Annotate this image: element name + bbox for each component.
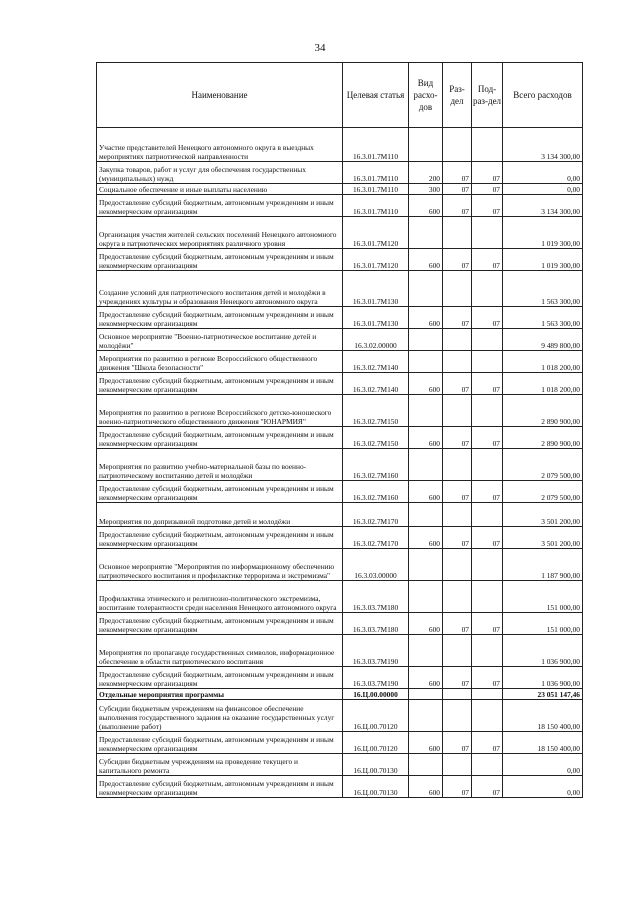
cell-section (443, 395, 472, 427)
cell-section: 07 (443, 195, 472, 217)
cell-kind: 600 (409, 427, 443, 449)
cell-subsection (472, 581, 503, 613)
cell-name: Субсидии бюджетным учреждениям на проведение текущего и капитального ремонта (97, 754, 343, 776)
cell-total: 18 150 400,00 (503, 700, 583, 732)
cell-section: 07 (443, 613, 472, 635)
cell-target: 16.3.03.7М180 (343, 581, 409, 613)
table-row (97, 271, 583, 307)
cell-target: 16.3.02.7М150 (343, 427, 409, 449)
cell-section (443, 700, 472, 732)
cell-total: 3 501 200,00 (503, 503, 583, 527)
cell-total: 2 890 900,00 (503, 395, 583, 427)
table-row (97, 329, 583, 351)
header-total: Всего расходов (503, 63, 583, 128)
table-row (97, 184, 583, 195)
cell-subsection: 07 (472, 527, 503, 549)
cell-section (443, 689, 472, 700)
cell-subsection (472, 689, 503, 700)
cell-section: 07 (443, 373, 472, 395)
cell-total: 18 150 400,00 (503, 732, 583, 754)
cell-target: 16.3.01.7М130 (343, 307, 409, 329)
cell-total: 1 563 300,00 (503, 271, 583, 307)
cell-name: Организация участия жителей сельских поселений Ненецкого автономного округа в патриотических мероприятиях различного уровня (97, 217, 343, 249)
cell-subsection (472, 754, 503, 776)
cell-total: 23 051 147,46 (503, 689, 583, 700)
cell-name: Мероприятия по развитию в регионе Всероссийского общественного движения "Школа безопасности" (97, 351, 343, 373)
cell-kind: 600 (409, 195, 443, 217)
cell-target: 16.3.01.7М130 (343, 271, 409, 307)
cell-name: Социальное обеспечение и иные выплаты населению (97, 184, 343, 195)
cell-section (443, 271, 472, 307)
header-name: Наименование (97, 63, 343, 128)
cell-target: 16.3.01.7М110 (343, 195, 409, 217)
cell-subsection (472, 217, 503, 249)
cell-target: 16.Ц.00.70120 (343, 732, 409, 754)
cell-section: 07 (443, 184, 472, 195)
cell-name: Основное мероприятие "Мероприятия по информационному обеспечению патриотического воспитания и профилактике терроризма и экстремизма" (97, 549, 343, 581)
cell-subsection (472, 329, 503, 351)
cell-name: Мероприятия по пропаганде государственных символов, информационное обеспечение в области патриотического воспитания (97, 635, 343, 667)
cell-kind (409, 503, 443, 527)
cell-section (443, 351, 472, 373)
cell-target: 16.3.01.7М110 (343, 184, 409, 195)
cell-name: Предоставление субсидий бюджетным, автономным учреждениям и иным некоммерческим организациям (97, 307, 343, 329)
cell-total: 3 501 200,00 (503, 527, 583, 549)
table-row (97, 732, 583, 754)
table-row (97, 307, 583, 329)
cell-target: 16.3.02.7М140 (343, 373, 409, 395)
cell-kind: 600 (409, 249, 443, 271)
cell-subsection (472, 700, 503, 732)
cell-target: 16.3.01.7М110 (343, 128, 409, 162)
cell-section: 07 (443, 527, 472, 549)
cell-target: 16.3.01.7М120 (343, 217, 409, 249)
cell-subsection (472, 128, 503, 162)
cell-total: 0,00 (503, 776, 583, 798)
cell-section (443, 217, 472, 249)
cell-subsection: 07 (472, 667, 503, 689)
cell-target: 16.Ц.00.70120 (343, 700, 409, 732)
cell-name: Отдельные мероприятия программы (97, 689, 343, 700)
cell-section (443, 635, 472, 667)
cell-target: 16.3.02.7М140 (343, 351, 409, 373)
cell-kind: 600 (409, 667, 443, 689)
cell-target: 16.3.03.7М180 (343, 613, 409, 635)
cell-kind: 600 (409, 776, 443, 798)
cell-kind: 600 (409, 527, 443, 549)
cell-target: 16.3.02.7М170 (343, 503, 409, 527)
table-row (97, 527, 583, 549)
table-row (97, 689, 583, 700)
cell-total: 0,00 (503, 184, 583, 195)
cell-kind (409, 395, 443, 427)
cell-subsection: 07 (472, 481, 503, 503)
cell-target: 16.Ц.00.70130 (343, 776, 409, 798)
page-number: 34 (314, 42, 326, 54)
cell-kind: 600 (409, 373, 443, 395)
cell-target: 16.3.02.00000 (343, 329, 409, 351)
cell-kind (409, 128, 443, 162)
cell-section (443, 581, 472, 613)
table-row (97, 700, 583, 732)
cell-kind (409, 351, 443, 373)
cell-kind (409, 271, 443, 307)
cell-kind: 600 (409, 481, 443, 503)
cell-name: Предоставление субсидий бюджетным, автономным учреждениям и иным некоммерческим организациям (97, 527, 343, 549)
header-subsection: Под-раз-дел (472, 63, 503, 128)
cell-name: Предоставление субсидий бюджетным, автономным учреждениям и иным некоммерческим организациям (97, 481, 343, 503)
cell-subsection: 07 (472, 613, 503, 635)
cell-name: Субсидии бюджетным учреждениям на финансовое обеспечение выполнения государственного задания на оказание государственных услуг (выполнение работ) (97, 700, 343, 732)
cell-total: 151 000,00 (503, 581, 583, 613)
cell-section (443, 329, 472, 351)
header-kind: Вид расхо-дов (409, 63, 443, 128)
cell-section: 07 (443, 667, 472, 689)
cell-subsection (472, 503, 503, 527)
cell-total: 2 079 500,00 (503, 481, 583, 503)
cell-section: 07 (443, 249, 472, 271)
cell-subsection: 07 (472, 162, 503, 184)
cell-total: 9 489 800,00 (503, 329, 583, 351)
cell-target: 16.3.03.00000 (343, 549, 409, 581)
cell-target: 16.Ц.00.70130 (343, 754, 409, 776)
table-row (97, 351, 583, 373)
cell-name: Предоставление субсидий бюджетным, автономным учреждениям и иным некоммерческим организациям (97, 427, 343, 449)
cell-subsection (472, 271, 503, 307)
cell-kind (409, 581, 443, 613)
table-row (97, 667, 583, 689)
cell-total: 0,00 (503, 754, 583, 776)
cell-total: 1 036 900,00 (503, 667, 583, 689)
cell-name: Предоставление субсидий бюджетным, автономным учреждениям и иным некоммерческим организациям (97, 373, 343, 395)
cell-name: Мероприятия по развитию учебно-материальной базы по военно-патриотическому воспитанию детей и молодёжи (97, 449, 343, 481)
cell-section (443, 549, 472, 581)
table-row (97, 128, 583, 162)
cell-name: Мероприятия по развитию в регионе Всероссийского детско-юношеского военно-патриотического общественного движения "ЮНАРМИЯ" (97, 395, 343, 427)
expense-table (96, 62, 583, 798)
cell-name: Предоставление субсидий бюджетным, автономным учреждениям и иным некоммерческим организациям (97, 195, 343, 217)
cell-name: Основное мероприятие "Военно-патриотическое воспитание детей и молодёжи" (97, 329, 343, 351)
cell-total: 1 187 900,00 (503, 549, 583, 581)
cell-name: Предоставление субсидий бюджетным, автономным учреждениям и иным некоммерческим организациям (97, 667, 343, 689)
cell-name: Участие представителей Ненецкого автономного округа в выездных мероприятиях патриотической направленности (97, 128, 343, 162)
header-target: Целевая статья (343, 63, 409, 128)
cell-subsection: 07 (472, 195, 503, 217)
table-row (97, 449, 583, 481)
cell-kind (409, 635, 443, 667)
cell-kind: 200 (409, 162, 443, 184)
table-row (97, 217, 583, 249)
cell-subsection: 07 (472, 427, 503, 449)
table-row (97, 613, 583, 635)
cell-kind (409, 700, 443, 732)
cell-subsection (472, 635, 503, 667)
cell-section (443, 449, 472, 481)
cell-target: 16.3.02.7М160 (343, 449, 409, 481)
cell-total: 1 018 200,00 (503, 351, 583, 373)
cell-section: 07 (443, 732, 472, 754)
cell-total: 1 019 300,00 (503, 217, 583, 249)
cell-name: Предоставление субсидий бюджетным, автономным учреждениям и иным некоммерческим организациям (97, 249, 343, 271)
table-header-row (97, 63, 583, 128)
cell-target: 16.3.03.7М190 (343, 635, 409, 667)
table-row (97, 162, 583, 184)
cell-subsection (472, 351, 503, 373)
cell-total: 151 000,00 (503, 613, 583, 635)
table-row (97, 503, 583, 527)
cell-name: Предоставление субсидий бюджетным, автономным учреждениям и иным некоммерческим организациям (97, 776, 343, 798)
cell-total: 3 134 300,00 (503, 195, 583, 217)
header-section: Раз-дел (443, 63, 472, 128)
cell-subsection: 07 (472, 307, 503, 329)
cell-section (443, 128, 472, 162)
table-row (97, 549, 583, 581)
cell-total: 0,00 (503, 162, 583, 184)
cell-section: 07 (443, 162, 472, 184)
cell-target: 16.3.03.7М190 (343, 667, 409, 689)
table-row (97, 427, 583, 449)
cell-total: 3 134 300,00 (503, 128, 583, 162)
cell-target: 16.3.02.7М160 (343, 481, 409, 503)
cell-subsection (472, 449, 503, 481)
table-row (97, 754, 583, 776)
table-row (97, 395, 583, 427)
table-row (97, 581, 583, 613)
cell-kind (409, 449, 443, 481)
cell-subsection: 07 (472, 184, 503, 195)
cell-total: 1 018 200,00 (503, 373, 583, 395)
cell-target: 16.Ц.00.00000 (343, 689, 409, 700)
cell-kind (409, 754, 443, 776)
cell-total: 2 890 900,00 (503, 427, 583, 449)
table-row (97, 249, 583, 271)
cell-kind: 600 (409, 307, 443, 329)
table-row (97, 481, 583, 503)
cell-subsection (472, 549, 503, 581)
cell-kind (409, 689, 443, 700)
cell-total: 2 079 500,00 (503, 449, 583, 481)
cell-subsection (472, 395, 503, 427)
cell-name: Профилактика этнического и религиозно-политического экстремизма, воспитание толерантности среди населения Ненецкого автономного округа (97, 581, 343, 613)
cell-subsection: 07 (472, 776, 503, 798)
cell-kind (409, 549, 443, 581)
cell-section: 07 (443, 776, 472, 798)
cell-total: 1 036 900,00 (503, 635, 583, 667)
cell-target: 16.3.02.7М170 (343, 527, 409, 549)
cell-kind: 600 (409, 732, 443, 754)
cell-target: 16.3.01.7М110 (343, 162, 409, 184)
cell-subsection: 07 (472, 249, 503, 271)
table-row (97, 373, 583, 395)
cell-name: Закупка товаров, работ и услуг для обеспечения государственных (муниципальных) нужд (97, 162, 343, 184)
cell-name: Предоставление субсидий бюджетным, автономным учреждениям и иным некоммерческим организациям (97, 613, 343, 635)
cell-total: 1 019 300,00 (503, 249, 583, 271)
cell-kind (409, 329, 443, 351)
cell-total: 1 563 300,00 (503, 307, 583, 329)
table-row (97, 635, 583, 667)
cell-name: Мероприятия по допризывной подготовке детей и молодёжи (97, 503, 343, 527)
cell-section: 07 (443, 427, 472, 449)
cell-section: 07 (443, 481, 472, 503)
cell-target: 16.3.01.7М120 (343, 249, 409, 271)
cell-kind: 600 (409, 613, 443, 635)
table-row (97, 195, 583, 217)
cell-subsection: 07 (472, 373, 503, 395)
cell-kind (409, 217, 443, 249)
cell-subsection: 07 (472, 732, 503, 754)
cell-name: Предоставление субсидий бюджетным, автономным учреждениям и иным некоммерческим организациям (97, 732, 343, 754)
table-row (97, 776, 583, 798)
cell-section (443, 503, 472, 527)
cell-section: 07 (443, 307, 472, 329)
cell-section (443, 754, 472, 776)
cell-name: Создание условий для патриотического воспитания детей и молодёжи в учреждениях культуры и образования Ненецкого автономного округа (97, 271, 343, 307)
cell-kind: 300 (409, 184, 443, 195)
cell-target: 16.3.02.7М150 (343, 395, 409, 427)
